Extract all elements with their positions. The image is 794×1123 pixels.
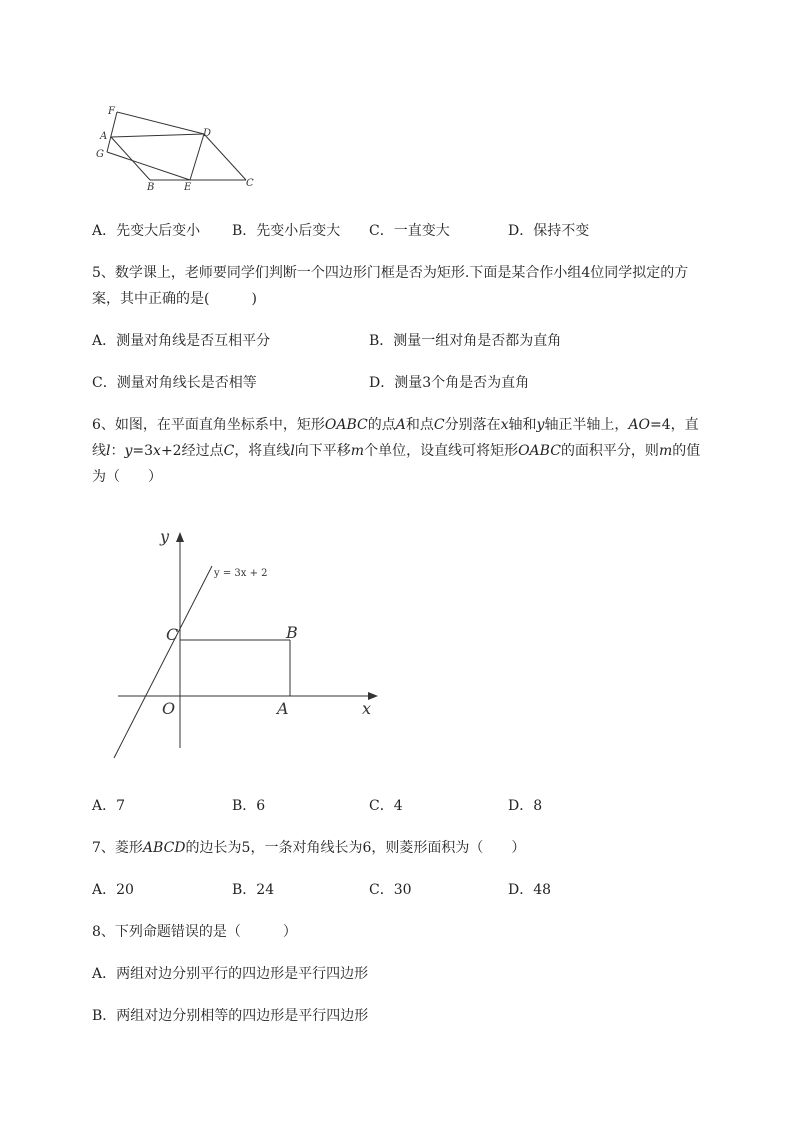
q6-math: x xyxy=(500,417,509,433)
label-F: F xyxy=(108,106,115,117)
q5-option-a[interactable]: A．测量对角线是否互相平分 xyxy=(92,333,271,349)
q8-option-b[interactable]: B．两组对边分别相等的四边形是平行四边形 xyxy=(92,1008,369,1024)
q6-option-c[interactable]: C．4 xyxy=(369,798,403,814)
q5-stem-line2: 案，其中正确的是( ) xyxy=(92,291,257,307)
q6-option-d[interactable]: D．8 xyxy=(508,798,543,814)
q6-text: 个单位，设直线可将矩形 xyxy=(364,443,519,459)
q6-math: l xyxy=(290,443,295,459)
q8-option-a[interactable]: A．两组对边分别平行的四边形是平行四边形 xyxy=(92,966,369,982)
q6-math: C xyxy=(223,443,235,459)
parallelogram-figure xyxy=(90,100,270,200)
q6-stem-line2 xyxy=(92,440,700,460)
q6-option-b[interactable]: B．6 xyxy=(232,798,266,814)
q5-option-c[interactable]: C．测量对角线长是否相等 xyxy=(92,375,257,391)
point-A-label: A xyxy=(277,699,289,718)
q6-stem-line3: 为（ ） xyxy=(92,469,162,485)
q6-text: ，将直线 xyxy=(234,443,291,459)
x-axis-label: x xyxy=(362,699,372,718)
q7-stem xyxy=(92,837,525,857)
q6-text: =3 xyxy=(132,443,154,459)
q6-text: 轴和 xyxy=(508,417,537,433)
q8-stem: 8、下列命题错误的是（ ） xyxy=(92,924,297,940)
q6-text: 的面积平分，则 xyxy=(560,443,659,459)
q6-math: l xyxy=(106,443,111,459)
q4-option-d[interactable]: D．保持不变 xyxy=(508,223,590,239)
q6-math: y xyxy=(124,443,133,459)
q6-math: x xyxy=(153,443,161,459)
point-O-label: O xyxy=(162,699,176,718)
q7-option-b[interactable]: B．24 xyxy=(232,882,275,898)
q7-option-d[interactable]: D．48 xyxy=(508,882,552,898)
q6-text: 的值 xyxy=(672,443,701,459)
q6-option-a[interactable]: A．7 xyxy=(92,798,126,814)
q5-option-b[interactable]: B．测量一组对角是否都为直角 xyxy=(369,333,562,349)
y-axis-label: y xyxy=(160,527,170,546)
q6-math: OABC xyxy=(324,417,368,433)
q6-text: =4，直 xyxy=(650,417,699,433)
label-C: C xyxy=(246,178,254,189)
label-A: A xyxy=(100,131,108,142)
q7-option-a[interactable]: A．20 xyxy=(92,882,134,898)
q6-text: 和点 xyxy=(405,417,434,433)
q4-option-b[interactable]: B．先变小后变大 xyxy=(232,223,341,239)
q6-text: 的点 xyxy=(367,417,396,433)
q6-text: ： xyxy=(110,443,125,459)
q7-option-c[interactable]: C．30 xyxy=(369,882,412,898)
point-C-label: C xyxy=(166,625,179,644)
q6-math: m xyxy=(658,443,673,459)
q5-stem-line1: 5、数学课上，老师要同学们判断一个四边形门框是否为矩形.下面是某合作小组4位同学拟定的方 xyxy=(92,265,689,281)
q4-option-c[interactable]: C．一直变大 xyxy=(369,223,450,239)
label-D: D xyxy=(203,128,212,139)
q7-text: 7、菱形 xyxy=(92,840,143,856)
q6-text: 分别落在 xyxy=(444,417,501,433)
coordinate-figure xyxy=(100,522,390,762)
q6-stem-line1 xyxy=(92,414,699,434)
q6-text: 线 xyxy=(92,443,106,459)
q6-text: +2经过点 xyxy=(160,443,224,459)
q6-math: m xyxy=(350,443,365,459)
q6-math: AO xyxy=(628,417,651,433)
label-B: B xyxy=(147,182,155,193)
label-G: G xyxy=(96,149,104,160)
q6-math: C xyxy=(433,417,445,433)
q5-option-d[interactable]: D．测量3个角是否为直角 xyxy=(369,375,530,391)
line-equation-label: y = 3x + 2 xyxy=(214,568,268,579)
y-axis-arrow-icon xyxy=(176,532,184,542)
q6-text: 轴正半轴上， xyxy=(544,417,629,433)
q6-text: 6、如图，在平面直角坐标系中，矩形 xyxy=(92,417,325,433)
q6-math: OABC xyxy=(518,443,561,459)
q6-math: A xyxy=(395,417,406,433)
q6-math: y xyxy=(536,417,545,433)
q4-option-a[interactable]: A．先变大后变小 xyxy=(92,223,201,239)
point-B-label: B xyxy=(286,623,298,642)
q6-text: 向下平移 xyxy=(294,443,351,459)
label-E: E xyxy=(184,182,192,193)
q7-math: ABCD xyxy=(142,840,186,856)
q7-text: 的边长为5，一条对角线长为6，则菱形面积为（ ） xyxy=(185,840,526,856)
